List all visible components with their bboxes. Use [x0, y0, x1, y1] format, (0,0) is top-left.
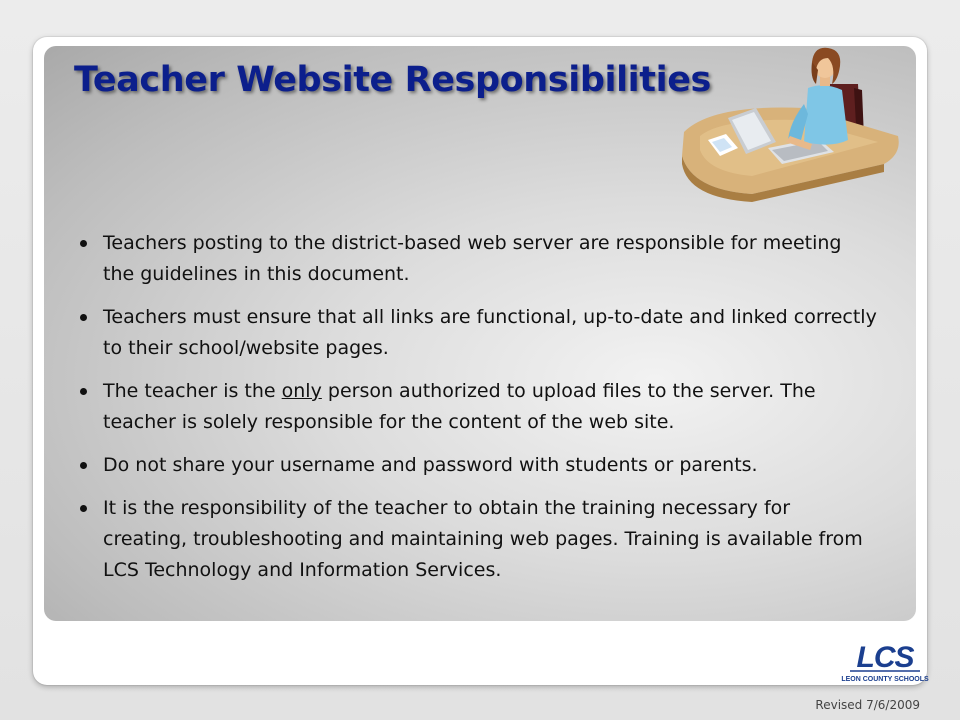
bullet-marker	[80, 505, 87, 512]
slide-title: Teacher Website Responsibilities	[74, 60, 711, 100]
bullet-marker	[80, 388, 87, 395]
bullet-emphasis: only	[281, 380, 322, 402]
bullet-marker	[80, 240, 87, 247]
bullet-text: Teachers posting to the district-based web server are responsible for meeting the guidelines in this document.	[103, 232, 842, 285]
bullet-text-after: person authorized to upload files to the server. The teacher is solely responsible for the content of the web site.	[103, 380, 816, 433]
bullet-list	[78, 228, 878, 598]
logo-subtitle: LEON COUNTY SCHOOLS	[841, 676, 929, 683]
bullet-text: Teachers must ensure that all links are functional, up-to-date and linked correctly to their school/website pages.	[103, 306, 877, 359]
revised-date: Revised 7/6/2009	[815, 698, 920, 712]
bullet-text: It is the responsibility of the teacher to obtain the training necessary for creating, troubleshooting and maintaining web pages. Training is available from LCS Technology and Information Services.	[103, 497, 863, 581]
list-item	[78, 450, 878, 481]
list-item	[78, 228, 878, 290]
bullet-marker	[80, 314, 87, 321]
bullet-marker	[80, 462, 87, 469]
bullet-text: Do not share your username and password with students or parents.	[103, 454, 758, 476]
list-item	[78, 376, 878, 438]
woman-at-laptop-desk-icon	[672, 44, 904, 204]
list-item	[78, 493, 878, 586]
logo-mark: LCS	[856, 641, 914, 674]
leon-county-schools-logo	[841, 636, 929, 684]
list-item	[78, 302, 878, 364]
bullet-text-before: The teacher is the	[103, 380, 282, 402]
